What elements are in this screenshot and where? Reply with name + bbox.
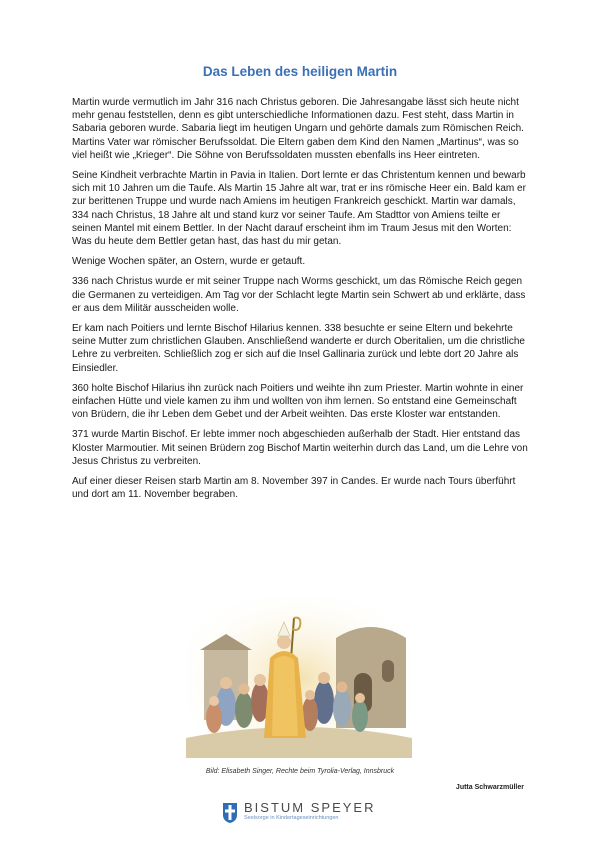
bistum-speyer-logo: [222, 800, 382, 828]
paragraph: Auf einer dieser Reisen starb Martin am 8. November 397 in Candes. Er wurde nach Tours überführt und dort am 11. November begraben.: [72, 476, 516, 501]
paragraph: Er kam nach Poitiers und lernte Bischof Hilarius kennen. 338 besuchte er seine Eltern und bekehrte seine Mutter zum christlichen Glauben. Anschließend wanderte er durch Oberitalien, um die christliche Lehre zu verbreiten. Schließlich zog er sich auf die Insel Gallinaria zurück und lebte dort 20 Jahre als Einsiedler.: [72, 323, 525, 374]
body-text: [72, 96, 530, 508]
logo-tagline: Seelsorge in Kindertageseinrichtungen: [244, 815, 339, 821]
page-title: Das Leben des heiligen Martin: [202, 64, 398, 79]
paragraph: 360 holte Bischof Hilarius ihn zurück nach Poitiers und weihte ihn zum Priester. Martin wohnte in einer einfachen Hütte und viele kamen zu ihm und wollten von ihm lernen. So entstand eine Gemeinschaft von Brüdern, die ihr Leben dem Gebet und der Arbeit weihten. Das erste Kloster war entstanden.: [72, 382, 524, 421]
paragraph: 371 wurde Martin Bischof. Er lebte immer noch abgeschieden außerhalb der Stadt. Hier entstand das Kloster Marmoutier. Mit seinen Brüdern zog Bischof Martin weiterhin durch das Land, um die Lehre von Jesus Christus zu verbreiten.: [72, 429, 528, 467]
logo-name: BISTUM SPEYER: [244, 800, 376, 815]
paragraph: Wenige Wochen später, an Ostern, wurde er getauft.: [72, 256, 306, 268]
image-caption: Bild: Elisabeth Singer, Rechte beim Tyrolia-Verlag, Innsbruck: [205, 768, 395, 775]
author-name: Jutta Schwarzmüller: [455, 784, 524, 791]
paragraph: Seine Kindheit verbrachte Martin in Pavia in Italien. Dort lernte er das Christentum kennen und bewarb sich mit 10 Jahren um die Taufe. Als Martin 15 Jahre alt war, trat er ins römische Heer ein. Bald kam er zur berittenen Truppe und wurde nach Amiens im heutigen Frankreich geschickt. Martin war damals, 334 nach Christus, 18 Jahre alt und stand kurz vor seiner Taufe. Am Stadttor von Amiens teilte er seinen Mantel mit einem Bettler. In der Nacht darauf erscheint ihm im Traum Jesus mit den Worten: Was du heute dem Bettler getan hast, das hast du mir getan.: [72, 170, 526, 248]
saint-martin-illustration: [186, 598, 412, 758]
cross-shield-icon: [222, 802, 238, 824]
paragraph: Martin wurde vermutlich im Jahr 316 nach Christus geboren. Die Jahresangabe lässt sich heute nicht mehr genau feststellen, denn es gibt unterschiedliche Informationen dazu. Fest steht, dass Martin in Sabaria geboren wurde. Sabaria liegt im heutigen Ungarn und gehörte damals zum Römischen Reich. Martins Vater war römischer Berufssoldat. Die Eltern gaben dem Kind den Namen „Martinus“, was so viel heißt wie „Krieger“. Die Söhne von Berufssoldaten mussten ebenfalls ins Heer eintreten.: [72, 97, 524, 161]
paragraph: 336 nach Christus wurde er mit seiner Truppe nach Worms geschickt, um das Römische Reich gegen die Germanen zu verteidigen. Am Tag vor der Schlacht legte Martin sein Schwert ab und erklärte, dass er aus dem Militär ausscheiden wolle.: [72, 276, 526, 314]
